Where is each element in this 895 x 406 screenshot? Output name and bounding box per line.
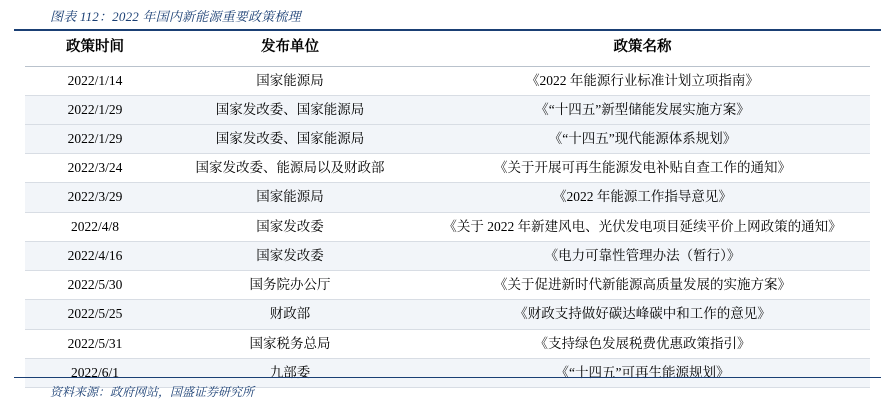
page-title: 图表 112：2022 年国内新能源重要政策梳理 <box>50 9 301 24</box>
cell-date: 2022/3/29 <box>25 183 165 212</box>
table-row <box>25 154 870 183</box>
cell-policy: 《财政支持做好碳达峰碳中和工作的意见》 <box>415 300 870 329</box>
cell-date: 2022/5/30 <box>25 271 165 300</box>
cell-date: 2022/4/16 <box>25 241 165 270</box>
cell-date: 2022/3/24 <box>25 154 165 183</box>
table-row <box>25 212 870 241</box>
column-header-policy: 政策名称 <box>415 31 870 66</box>
table-row <box>25 125 870 154</box>
cell-policy: 《“十四五”可再生能源规划》 <box>415 358 870 387</box>
cell-policy: 《关于促进新时代新能源高质量发展的实施方案》 <box>415 271 870 300</box>
cell-org: 财政部 <box>165 300 415 329</box>
policy-table <box>25 31 870 388</box>
cell-org: 国家发改委、能源局以及财政部 <box>165 154 415 183</box>
cell-policy: 《“十四五”新型储能发展实施方案》 <box>415 95 870 124</box>
table-row <box>25 183 870 212</box>
cell-policy: 《2022 年能源行业标准计划立项指南》 <box>415 66 870 95</box>
cell-date: 2022/5/25 <box>25 300 165 329</box>
cell-org: 国家税务总局 <box>165 329 415 358</box>
cell-org: 国务院办公厅 <box>165 271 415 300</box>
table-row <box>25 95 870 124</box>
figure-title-row <box>14 0 881 31</box>
cell-org: 国家能源局 <box>165 183 415 212</box>
table-header <box>25 31 870 66</box>
cell-org: 国家发改委、国家能源局 <box>165 125 415 154</box>
column-header-org: 发布单位 <box>165 31 415 66</box>
cell-policy: 《支持绿色发展税费优惠政策指引》 <box>415 329 870 358</box>
table-row <box>25 271 870 300</box>
cell-org: 九部委 <box>165 358 415 387</box>
cell-org: 国家发改委、国家能源局 <box>165 95 415 124</box>
table-header-row <box>25 31 870 66</box>
cell-org: 国家发改委 <box>165 212 415 241</box>
table-row <box>25 66 870 95</box>
cell-org: 国家能源局 <box>165 66 415 95</box>
cell-date: 2022/4/8 <box>25 212 165 241</box>
cell-date: 2022/1/14 <box>25 66 165 95</box>
cell-policy: 《2022 年能源工作指导意见》 <box>415 183 870 212</box>
cell-policy: 《关于开展可再生能源发电补贴自查工作的通知》 <box>415 154 870 183</box>
table-row <box>25 329 870 358</box>
cell-date: 2022/1/29 <box>25 95 165 124</box>
cell-policy: 《关于 2022 年新建风电、光伏发电项目延续平价上网政策的通知》 <box>415 212 870 241</box>
cell-org: 国家发改委 <box>165 241 415 270</box>
table-body <box>25 66 870 387</box>
cell-policy: 《电力可靠性管理办法（暂行）》 <box>415 241 870 270</box>
cell-date: 2022/5/31 <box>25 329 165 358</box>
table-row <box>25 300 870 329</box>
cell-date: 2022/6/1 <box>25 358 165 387</box>
cell-policy: 《“十四五”现代能源体系规划》 <box>415 125 870 154</box>
column-header-date: 政策时间 <box>25 31 165 66</box>
cell-date: 2022/1/29 <box>25 125 165 154</box>
table-row <box>25 241 870 270</box>
source-note: 资料来源：政府网站，国盛证券研究所 <box>14 377 881 400</box>
